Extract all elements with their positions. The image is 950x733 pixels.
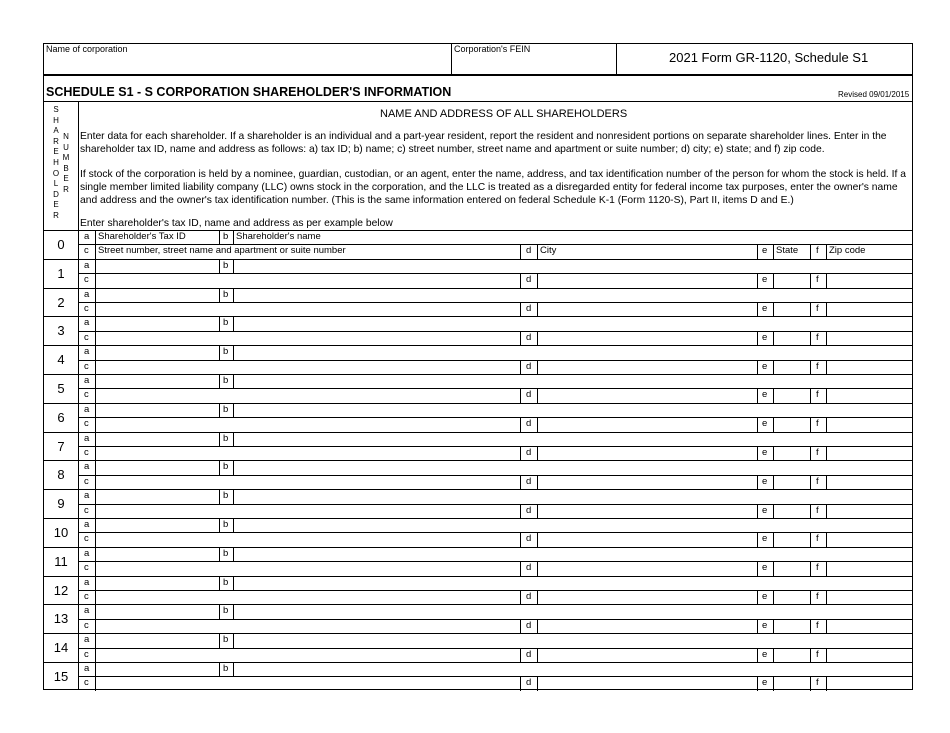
corporation-name-field[interactable] bbox=[46, 56, 446, 73]
street-address-field[interactable] bbox=[97, 505, 519, 518]
field-letter-c: c bbox=[84, 591, 89, 602]
field-letter-a: a bbox=[84, 547, 90, 559]
field-letter-b: b bbox=[223, 634, 229, 646]
zip-code-field[interactable] bbox=[828, 389, 911, 402]
row-number: 1 bbox=[57, 265, 65, 281]
field-letter-b: b bbox=[223, 375, 229, 386]
row-number: 8 bbox=[57, 467, 65, 483]
field-letter-a: a bbox=[84, 490, 90, 502]
side-letter: R bbox=[63, 185, 69, 194]
revised-date: Revised 09/01/2015 bbox=[838, 90, 910, 99]
street-address-field[interactable] bbox=[97, 562, 519, 575]
field-letter-a: a bbox=[84, 605, 90, 617]
field-letter-a: a bbox=[84, 519, 90, 530]
side-letter: R bbox=[53, 211, 59, 220]
field-letter-f: f bbox=[816, 591, 819, 602]
side-letter: D bbox=[53, 189, 59, 199]
field-letter-a: a bbox=[84, 375, 90, 386]
field-letter-b: b bbox=[223, 547, 229, 559]
side-letter: E bbox=[63, 174, 69, 184]
example-intro: Enter shareholder's tax ID, name and address as per example below bbox=[80, 218, 393, 229]
shareholder-name-field[interactable] bbox=[235, 663, 911, 676]
field-letter-b: b bbox=[223, 663, 229, 674]
fein-field[interactable] bbox=[454, 56, 612, 73]
row-number: 2 bbox=[57, 294, 65, 310]
field-letter-c: c bbox=[84, 677, 89, 689]
shareholder-name-field[interactable] bbox=[235, 433, 911, 446]
city-field[interactable] bbox=[539, 476, 756, 489]
city-field[interactable] bbox=[539, 591, 756, 604]
field-letter-e: e bbox=[762, 619, 768, 631]
zip-code-field[interactable] bbox=[828, 447, 911, 460]
row-number: 11 bbox=[54, 553, 68, 569]
field-letter-e: e bbox=[762, 303, 768, 314]
field-letter-c: c bbox=[84, 274, 89, 286]
row-number: 4 bbox=[57, 352, 65, 368]
field-letter-c: c bbox=[84, 619, 89, 631]
city-field[interactable] bbox=[539, 361, 756, 374]
instructions-1: Enter data for each shareholder. If a shareholder is an individual and a part-year resident, report the resident and nonresident portions on separate shareholder lines. Enter in the shareholder tax ID, name and address as follows: a) tax ID; b) name; c) street number, street name and apartment or suite number; d) city; e) state; and f) zip code. bbox=[80, 131, 887, 155]
field-letter-e: e bbox=[762, 331, 768, 343]
field-letter-a: a bbox=[84, 663, 90, 674]
side-letter: B bbox=[63, 163, 69, 173]
example-street-text: Street number, street name and apartment or suite number bbox=[98, 245, 346, 257]
city-field[interactable] bbox=[539, 562, 756, 575]
field-letter-e: e bbox=[762, 591, 768, 602]
example-zip-text: Zip code bbox=[829, 245, 866, 257]
state-field[interactable] bbox=[775, 361, 809, 374]
field-letter-f: f bbox=[816, 648, 819, 660]
field-letter-e: e bbox=[762, 677, 768, 689]
state-field[interactable] bbox=[775, 562, 809, 575]
zip-code-field[interactable] bbox=[828, 274, 911, 287]
city-field[interactable] bbox=[539, 447, 756, 460]
side-letter: N bbox=[63, 132, 69, 141]
shareholder-name-field[interactable] bbox=[235, 375, 911, 388]
shareholder-name-field[interactable] bbox=[235, 317, 911, 330]
city-field[interactable] bbox=[539, 505, 756, 518]
state-field[interactable] bbox=[775, 591, 809, 604]
field-letter-e: e bbox=[762, 504, 768, 516]
row-number: 13 bbox=[53, 611, 69, 627]
shareholder-name-field[interactable] bbox=[235, 461, 911, 474]
field-letter-c: c bbox=[84, 389, 89, 401]
city-field[interactable] bbox=[539, 620, 756, 633]
tax-id-field[interactable] bbox=[97, 346, 218, 359]
state-field[interactable] bbox=[775, 447, 809, 460]
shareholder-name-field[interactable] bbox=[235, 605, 911, 618]
field-letter-f: f bbox=[816, 245, 819, 257]
example-city-text: City bbox=[540, 245, 557, 257]
name-of-corporation-label: Name of corporation bbox=[46, 44, 128, 54]
field-letter-e: e bbox=[762, 648, 768, 660]
row-number: 14 bbox=[53, 640, 69, 656]
tax-id-field[interactable] bbox=[97, 548, 218, 561]
street-address-field[interactable] bbox=[97, 303, 519, 316]
state-field[interactable] bbox=[775, 649, 809, 662]
field-letter-a: a bbox=[84, 317, 90, 329]
shareholder-name-field[interactable] bbox=[235, 548, 911, 561]
city-field[interactable] bbox=[539, 649, 756, 662]
zip-code-field[interactable] bbox=[828, 620, 911, 633]
shareholder-name-field[interactable] bbox=[235, 289, 911, 302]
field-letter-a: a bbox=[84, 288, 90, 300]
field-letter-a: a bbox=[84, 231, 90, 242]
zip-code-field[interactable] bbox=[828, 677, 911, 690]
field-letter-d: d bbox=[526, 504, 532, 516]
field-letter-e: e bbox=[762, 533, 768, 545]
street-address-field[interactable] bbox=[97, 591, 519, 604]
state-field[interactable] bbox=[775, 303, 809, 316]
field-letter-a: a bbox=[84, 576, 90, 588]
field-letter-c: c bbox=[84, 360, 89, 372]
state-field[interactable] bbox=[775, 332, 809, 345]
side-letter: U bbox=[63, 142, 69, 152]
tax-id-field[interactable] bbox=[97, 490, 218, 503]
field-letter-d: d bbox=[526, 447, 532, 458]
field-letter-b: b bbox=[223, 288, 229, 300]
city-field[interactable] bbox=[539, 303, 756, 316]
field-letter-e: e bbox=[762, 447, 768, 458]
field-letter-d: d bbox=[526, 475, 532, 487]
row-number: 10 bbox=[53, 525, 69, 540]
field-letter-f: f bbox=[816, 562, 819, 574]
shareholder-name-field[interactable] bbox=[235, 260, 911, 273]
tax-id-field[interactable] bbox=[97, 289, 218, 302]
field-letter-a: a bbox=[84, 259, 90, 271]
zip-code-field[interactable] bbox=[828, 476, 911, 489]
field-letter-c: c bbox=[84, 562, 89, 574]
side-letter: R bbox=[53, 136, 59, 146]
state-field[interactable] bbox=[775, 620, 809, 633]
tax-id-field[interactable] bbox=[97, 461, 218, 474]
row-number: 7 bbox=[57, 438, 65, 454]
field-letter-b: b bbox=[223, 432, 229, 444]
field-letter-b: b bbox=[223, 231, 229, 242]
subtitle: NAME AND ADDRESS OF ALL SHAREHOLDERS bbox=[380, 108, 628, 120]
field-letter-d: d bbox=[526, 533, 532, 545]
zip-code-field[interactable] bbox=[828, 418, 911, 431]
field-letter-c: c bbox=[84, 245, 89, 257]
field-letter-e: e bbox=[762, 389, 768, 401]
side-letter: E bbox=[53, 147, 59, 157]
field-letter-b: b bbox=[223, 605, 229, 617]
field-letter-d: d bbox=[526, 303, 532, 314]
field-letter-e: e bbox=[762, 562, 768, 574]
instructions-2: If stock of the corporation is held by a nominee, guardian, custodian, or an agent, enter the name, address, and tax identification number of the person for whom the stock is held. If a single member limited liability company (LLC) owns stock in the corporation, and the LLC is treated as a disregarded entity for federal income tax purposes, enter the owner's name and address and the owner's tax identification number. (This is the same information entered on federal Schedule K-1 (Form 1120-S), Part II, items D and E.) bbox=[80, 169, 906, 206]
tax-id-field[interactable] bbox=[97, 375, 218, 388]
field-letter-b: b bbox=[223, 576, 229, 588]
street-address-field[interactable] bbox=[97, 677, 519, 690]
field-letter-d: d bbox=[526, 245, 532, 257]
field-letter-a: a bbox=[84, 403, 90, 415]
zip-code-field[interactable] bbox=[828, 332, 911, 345]
tax-id-field[interactable] bbox=[97, 577, 218, 590]
side-letter: A bbox=[53, 126, 59, 136]
field-letter-d: d bbox=[526, 418, 532, 430]
state-field[interactable] bbox=[775, 418, 809, 431]
field-letter-f: f bbox=[816, 331, 819, 343]
street-address-field[interactable] bbox=[97, 361, 519, 374]
shareholder-name-field[interactable] bbox=[235, 519, 911, 532]
field-letter-f: f bbox=[816, 418, 819, 430]
field-letter-b: b bbox=[223, 317, 229, 329]
field-letter-a: a bbox=[84, 432, 90, 444]
shareholder-name-field[interactable] bbox=[235, 490, 911, 503]
city-field[interactable] bbox=[539, 389, 756, 402]
row-number: 0 bbox=[57, 237, 65, 252]
field-letter-d: d bbox=[526, 331, 532, 343]
field-letter-b: b bbox=[223, 490, 229, 502]
zip-code-field[interactable] bbox=[828, 533, 911, 546]
field-letter-d: d bbox=[526, 648, 532, 660]
field-letter-e: e bbox=[762, 418, 768, 430]
field-letter-e: e bbox=[762, 245, 768, 257]
side-letter: M bbox=[62, 153, 70, 163]
street-address-field[interactable] bbox=[97, 476, 519, 489]
street-address-field[interactable] bbox=[97, 418, 519, 431]
street-address-field[interactable] bbox=[97, 620, 519, 633]
field-letter-d: d bbox=[526, 677, 532, 689]
city-field[interactable] bbox=[539, 533, 756, 546]
field-letter-f: f bbox=[816, 274, 819, 286]
field-letter-e: e bbox=[762, 360, 768, 372]
city-field[interactable] bbox=[539, 274, 756, 287]
row-number: 3 bbox=[57, 323, 65, 339]
zip-code-field[interactable] bbox=[828, 303, 911, 316]
street-address-field[interactable] bbox=[97, 274, 519, 287]
state-field[interactable] bbox=[775, 389, 809, 402]
field-letter-b: b bbox=[223, 259, 229, 271]
field-letter-c: c bbox=[84, 447, 89, 458]
row-number: 15 bbox=[53, 669, 69, 684]
field-letter-d: d bbox=[526, 274, 532, 286]
state-field[interactable] bbox=[775, 677, 809, 690]
field-letter-c: c bbox=[84, 418, 89, 430]
row-number: 6 bbox=[57, 409, 65, 425]
field-letter-d: d bbox=[526, 562, 532, 574]
field-letter-f: f bbox=[816, 677, 819, 689]
state-field[interactable] bbox=[775, 476, 809, 489]
tax-id-field[interactable] bbox=[97, 260, 218, 273]
shareholder-name-field[interactable] bbox=[235, 577, 911, 590]
field-letter-f: f bbox=[816, 619, 819, 631]
field-letter-c: c bbox=[84, 504, 89, 516]
field-letter-a: a bbox=[84, 461, 90, 473]
field-letter-f: f bbox=[816, 303, 819, 314]
field-letter-d: d bbox=[526, 619, 532, 631]
street-address-field[interactable] bbox=[97, 389, 519, 402]
state-field[interactable] bbox=[775, 274, 809, 287]
tax-id-field[interactable] bbox=[97, 317, 218, 330]
state-field[interactable] bbox=[775, 505, 809, 518]
side-letter: L bbox=[53, 179, 59, 189]
field-letter-d: d bbox=[526, 389, 532, 401]
street-address-field[interactable] bbox=[97, 533, 519, 546]
side-letter: E bbox=[53, 200, 59, 210]
example-name-text: Shareholder's name bbox=[236, 231, 321, 242]
field-letter-b: b bbox=[223, 519, 229, 530]
tax-id-field[interactable] bbox=[97, 605, 218, 618]
side-letter: O bbox=[52, 168, 60, 178]
field-letter-a: a bbox=[84, 634, 90, 646]
field-letter-c: c bbox=[84, 331, 89, 343]
row-number: 12 bbox=[53, 582, 69, 598]
tax-id-field[interactable] bbox=[97, 519, 218, 532]
row-number: 5 bbox=[57, 381, 65, 396]
field-letter-c: c bbox=[84, 475, 89, 487]
zip-code-field[interactable] bbox=[828, 649, 911, 662]
tax-id-field[interactable] bbox=[97, 404, 218, 417]
field-letter-d: d bbox=[526, 591, 532, 602]
street-address-field[interactable] bbox=[97, 332, 519, 345]
example-tax-id-text: Shareholder's Tax ID bbox=[98, 231, 186, 242]
field-letter-e: e bbox=[762, 274, 768, 286]
field-letter-f: f bbox=[816, 533, 819, 545]
side-letter: H bbox=[53, 158, 59, 167]
field-letter-b: b bbox=[223, 346, 229, 358]
field-letter-d: d bbox=[526, 360, 532, 372]
zip-code-field[interactable] bbox=[828, 505, 911, 518]
field-letter-f: f bbox=[816, 389, 819, 401]
side-letter: H bbox=[53, 115, 59, 125]
field-letter-f: f bbox=[816, 447, 819, 458]
shareholder-name-field[interactable] bbox=[235, 634, 911, 647]
shareholder-name-field[interactable] bbox=[235, 404, 911, 417]
state-field[interactable] bbox=[775, 533, 809, 546]
side-letter: S bbox=[53, 105, 59, 114]
field-letter-f: f bbox=[816, 475, 819, 487]
city-field[interactable] bbox=[539, 677, 756, 690]
field-letter-c: c bbox=[84, 533, 89, 545]
tax-id-field[interactable] bbox=[97, 663, 218, 676]
zip-code-field[interactable] bbox=[828, 562, 911, 575]
row-number: 9 bbox=[57, 496, 65, 512]
field-letter-b: b bbox=[223, 403, 229, 415]
tax-id-field[interactable] bbox=[97, 634, 218, 647]
street-address-field[interactable] bbox=[97, 447, 519, 460]
field-letter-b: b bbox=[223, 461, 229, 473]
tax-id-field[interactable] bbox=[97, 433, 218, 446]
field-letter-c: c bbox=[84, 648, 89, 660]
example-state-text: State bbox=[776, 245, 799, 257]
city-field[interactable] bbox=[539, 418, 756, 431]
field-letter-e: e bbox=[762, 475, 768, 487]
fein-label: Corporation's FEIN bbox=[454, 44, 531, 54]
field-letter-a: a bbox=[84, 346, 90, 358]
city-field[interactable] bbox=[539, 332, 756, 345]
field-letter-f: f bbox=[816, 504, 819, 516]
form-title: 2021 Form GR-1120, Schedule S1 bbox=[669, 50, 869, 65]
zip-code-field[interactable] bbox=[828, 361, 911, 374]
field-letter-f: f bbox=[816, 360, 819, 372]
zip-code-field[interactable] bbox=[828, 591, 911, 604]
schedule-title: SCHEDULE S1 - S CORPORATION SHAREHOLDER'S INFORMATION bbox=[46, 85, 452, 99]
street-address-field[interactable] bbox=[97, 649, 519, 662]
field-letter-c: c bbox=[84, 303, 89, 314]
shareholder-name-field[interactable] bbox=[235, 346, 911, 359]
